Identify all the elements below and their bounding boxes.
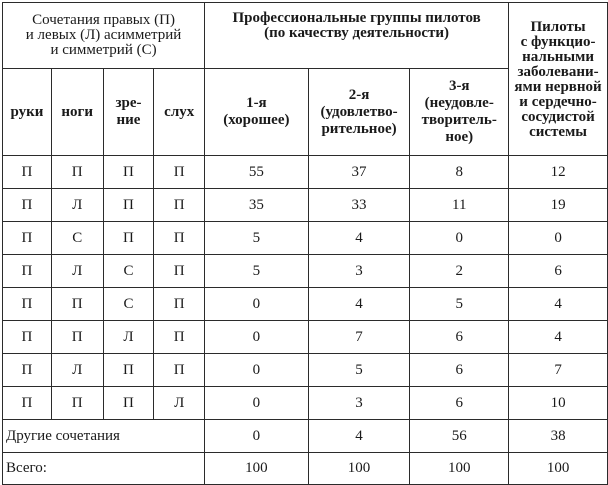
group1-header-line: 1-я (246, 95, 267, 111)
legs-header: ноги (51, 69, 103, 156)
hands-cell: П (3, 387, 52, 420)
combos-header-line: и симметрий (С) (50, 42, 157, 58)
group1-cell: 0 (205, 288, 309, 321)
hearing-cell: П (154, 189, 205, 222)
patients-cell: 0 (509, 222, 608, 255)
group2-cell: 4 (308, 222, 410, 255)
patients-cell: 4 (509, 288, 608, 321)
group3-header-line: (неудовле- (424, 95, 494, 111)
group3-cell: 56 (410, 420, 509, 453)
group1-cell: 55 (205, 156, 309, 189)
hands-cell: П (3, 288, 52, 321)
group3-cell: 11 (410, 189, 509, 222)
table-row (3, 288, 608, 321)
patients-header-line: с функцио- (520, 34, 596, 50)
hands-cell: П (3, 189, 52, 222)
group1-header-line: (хорошее) (223, 112, 290, 128)
vision-header-line: ние (116, 112, 141, 128)
table-row (3, 255, 608, 288)
group3-header-line: творитель- (421, 112, 497, 128)
group3-header (410, 69, 509, 156)
patients-cell: 19 (509, 189, 608, 222)
table-row (3, 222, 608, 255)
group3-cell: 2 (410, 255, 509, 288)
table-row (3, 354, 608, 387)
hearing-header: слух (154, 69, 205, 156)
hands-cell: П (3, 156, 52, 189)
group3-cell: 5 (410, 288, 509, 321)
vision-cell: П (103, 189, 154, 222)
hands-header: руки (3, 69, 52, 156)
group1-cell: 0 (205, 420, 309, 453)
group2-cell: 3 (308, 387, 410, 420)
hearing-cell: П (154, 321, 205, 354)
group2-header (308, 69, 410, 156)
legs-cell: Л (51, 354, 103, 387)
group1-header (205, 69, 309, 156)
patients-header-line: ями нервной (514, 79, 602, 95)
groups-header-line: Профессиональные группы пилотов (232, 10, 481, 26)
group2-cell: 37 (308, 156, 410, 189)
hands-cell: П (3, 222, 52, 255)
group1-cell: 5 (205, 222, 309, 255)
table-row (3, 321, 608, 354)
group1-cell: 0 (205, 354, 309, 387)
legs-cell: Л (51, 255, 103, 288)
patients-cell: 6 (509, 255, 608, 288)
vision-cell: П (103, 222, 154, 255)
groups-header (205, 3, 509, 69)
groups-header-line: (по качеству деятельности) (264, 25, 450, 41)
hearing-cell: П (154, 255, 205, 288)
patients-header-line: и сердечно- (519, 94, 597, 110)
hearing-cell: П (154, 354, 205, 387)
vision-cell: П (103, 156, 154, 189)
group3-cell: 6 (410, 354, 509, 387)
vision-header (103, 69, 154, 156)
combos-header-line: и левых (Л) асимметрий (25, 27, 182, 43)
hearing-cell: П (154, 288, 205, 321)
hearing-cell: П (154, 222, 205, 255)
header-row-1 (3, 3, 608, 69)
group3-cell: 6 (410, 321, 509, 354)
legs-cell: П (51, 156, 103, 189)
patients-header (509, 3, 608, 156)
hands-cell: П (3, 354, 52, 387)
group2-header-line: (удовлетво- (320, 103, 398, 120)
vision-header-line: зре- (115, 95, 142, 111)
patients-header-line: сосудистой (521, 109, 595, 125)
group1-cell: 0 (205, 321, 309, 354)
legs-cell: С (51, 222, 103, 255)
hearing-cell: П (154, 156, 205, 189)
group2-cell: 5 (308, 354, 410, 387)
patients-cell: 4 (509, 321, 608, 354)
legs-cell: П (51, 387, 103, 420)
total-label: Всего: (3, 453, 205, 485)
patients-header-line: нальными (522, 49, 594, 65)
total-row (3, 453, 608, 485)
hands-cell: П (3, 255, 52, 288)
patients-header-line: системы (529, 124, 588, 140)
group2-header-line: 2-я (348, 86, 370, 103)
legs-cell: П (51, 288, 103, 321)
group3-header-line: ное) (445, 129, 474, 145)
patients-cell: 38 (509, 420, 608, 453)
patients-cell: 10 (509, 387, 608, 420)
other-combinations-label: Другие сочетания (3, 420, 205, 453)
group3-cell: 100 (410, 453, 509, 485)
group3-cell: 0 (410, 222, 509, 255)
combos-header (3, 3, 205, 69)
table-row (3, 387, 608, 420)
group3-header-line: 3-я (448, 78, 470, 94)
group2-cell: 7 (308, 321, 410, 354)
patients-header-line: заболевани- (517, 64, 599, 80)
vision-cell: П (103, 387, 154, 420)
legs-cell: П (51, 321, 103, 354)
group2-cell: 100 (308, 453, 410, 485)
pilots-asymmetry-table (2, 2, 608, 485)
patients-cell: 12 (509, 156, 608, 189)
group2-cell: 4 (308, 420, 410, 453)
group1-cell: 0 (205, 387, 309, 420)
group2-header-line: рительное) (321, 120, 397, 137)
other-combinations-row (3, 420, 608, 453)
group3-cell: 6 (410, 387, 509, 420)
vision-cell: С (103, 288, 154, 321)
group2-cell: 4 (308, 288, 410, 321)
group1-cell: 100 (205, 453, 309, 485)
table-row (3, 156, 608, 189)
legs-cell: Л (51, 189, 103, 222)
vision-cell: П (103, 354, 154, 387)
patients-cell: 100 (509, 453, 608, 485)
group1-cell: 5 (205, 255, 309, 288)
combos-header-line: Сочетания правых (П) (32, 12, 175, 28)
group3-cell: 8 (410, 156, 509, 189)
table-row (3, 189, 608, 222)
hands-cell: П (3, 321, 52, 354)
group2-cell: 33 (308, 189, 410, 222)
group2-cell: 3 (308, 255, 410, 288)
patients-cell: 7 (509, 354, 608, 387)
table-body (3, 3, 608, 485)
group1-cell: 35 (205, 189, 309, 222)
vision-cell: С (103, 255, 154, 288)
vision-cell: Л (103, 321, 154, 354)
hearing-cell: Л (154, 387, 205, 420)
patients-header-line: Пилоты (530, 19, 586, 35)
